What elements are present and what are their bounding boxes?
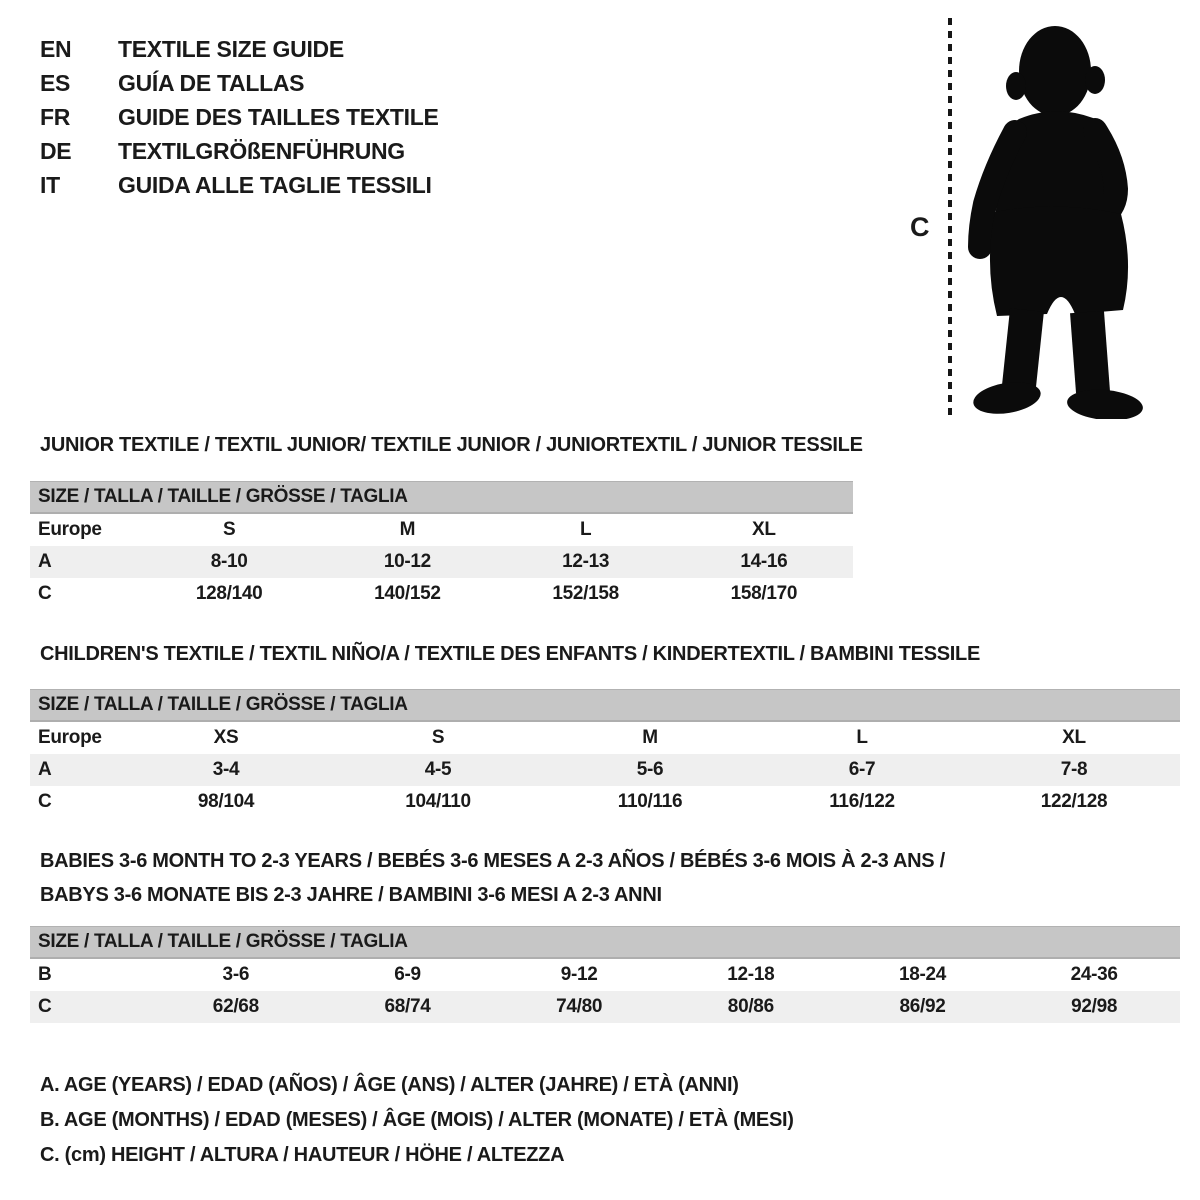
cell-value: XL: [752, 519, 776, 540]
toddler-silhouette-icon: [955, 14, 1150, 419]
cell-value: 122/128: [1040, 791, 1108, 812]
language-code: FR: [40, 103, 71, 130]
cell-value: 110/116: [617, 791, 683, 812]
cell-value: 4-5: [424, 759, 452, 780]
guide-title-en: TEXTILE SIZE GUIDE: [118, 35, 344, 62]
cell-value: L: [579, 519, 592, 540]
table-row: [30, 578, 853, 610]
language-row: [40, 66, 439, 100]
junior-size-table: [30, 481, 853, 610]
height-measure-label: C: [910, 212, 930, 242]
table-row: [30, 514, 853, 546]
row-label: Europe: [38, 727, 102, 748]
cell-value: 68/74: [384, 996, 431, 1017]
language-row: [40, 100, 439, 134]
legend-age-months: B. AGE (MONTHS) / EDAD (MESES) / ÂGE (MOIS) / ALTER (MONATE) / ETÀ (MESI): [40, 1109, 794, 1131]
guide-title-fr: GUIDE DES TAILLES TEXTILE: [118, 103, 439, 130]
table-title-junior: JUNIOR TEXTILE / TEXTIL JUNIOR/ TEXTILE JUNIOR / JUNIORTEXTIL / JUNIOR TESSILE: [40, 434, 863, 456]
cell-value: 24-36: [1070, 964, 1118, 985]
row-label: C: [38, 996, 52, 1017]
cell-value: XS: [213, 727, 239, 748]
language-code: ES: [40, 69, 71, 96]
height-measure-dashed-line: [948, 18, 952, 416]
row-label: B: [38, 964, 52, 985]
cell-value: 7-8: [1060, 759, 1088, 780]
language-title-block: [40, 32, 439, 202]
cell-value: S: [431, 727, 445, 748]
cell-value: 98/104: [197, 791, 255, 812]
cell-value: 12-18: [727, 964, 775, 985]
table-title-babies-line1: BABIES 3-6 MONTH TO 2-3 YEARS / BEBÉS 3-6 MESES A 2-3 AÑOS / BÉBÉS 3-6 MOIS À 2-3 ANS /: [40, 850, 945, 872]
junior-table-body: [30, 514, 853, 610]
table-row: [30, 722, 1180, 754]
cell-value: 5-6: [636, 759, 664, 780]
cell-value: 6-9: [394, 964, 421, 985]
table-row: [30, 786, 1180, 818]
cell-value: 9-12: [560, 964, 598, 985]
cell-value: 140/152: [374, 583, 441, 604]
language-row: [40, 168, 439, 202]
cell-value: 18-24: [898, 964, 947, 985]
table-row: [30, 546, 853, 578]
cell-value: XL: [1062, 727, 1086, 748]
cell-value: 62/68: [212, 996, 259, 1017]
cell-value: 10-12: [383, 551, 431, 572]
table-title-babies-line2: BABYS 3-6 MONATE BIS 2-3 JAHRE / BAMBINI 3-6 MESI A 2-3 ANNI: [40, 884, 662, 906]
babies-size-table: [30, 926, 1180, 1023]
table-row: [30, 991, 1180, 1023]
row-label: Europe: [38, 519, 102, 540]
cell-value: L: [856, 727, 868, 748]
cell-value: 6-7: [848, 759, 876, 780]
cell-value: M: [399, 519, 416, 540]
cell-value: M: [642, 727, 658, 748]
row-label: A: [38, 759, 52, 780]
row-label: C: [38, 791, 52, 812]
guide-title-de: TEXTILGRÖßENFÜHRUNG: [118, 137, 405, 164]
cell-value: 104/110: [405, 791, 471, 812]
size-header-band: SIZE / TALLA / TAILLE / GRÖSSE / TAGLIA: [30, 481, 853, 514]
cell-value: S: [222, 519, 236, 540]
size-header-band: SIZE / TALLA / TAILLE / GRÖSSE / TAGLIA: [30, 926, 1180, 959]
legend-height-cm: C. (cm) HEIGHT / ALTURA / HAUTEUR / HÖHE / ALTEZZA: [40, 1144, 565, 1166]
language-code: EN: [40, 35, 72, 62]
language-row: [40, 134, 439, 168]
cell-value: 92/98: [1071, 996, 1118, 1017]
babies-table-body: [30, 959, 1180, 1023]
cell-value: 14-16: [740, 551, 788, 572]
cell-value: 80/86: [727, 996, 774, 1017]
children-size-table: [30, 689, 1180, 818]
cell-value: 12-13: [562, 551, 610, 572]
cell-value: 86/92: [899, 996, 946, 1017]
cell-value: 3-4: [212, 759, 240, 780]
guide-title-it: GUIDA ALLE TAGLIE TESSILI: [118, 171, 432, 198]
cell-value: 3-6: [222, 964, 250, 985]
cell-value: 152/158: [552, 583, 619, 604]
language-row: [40, 32, 439, 66]
children-table-body: [30, 722, 1180, 818]
legend-age-years: A. AGE (YEARS) / EDAD (AÑOS) / ÂGE (ANS) / ALTER (JAHRE) / ETÀ (ANNI): [40, 1074, 739, 1096]
language-code: DE: [40, 137, 72, 164]
cell-value: 74/80: [556, 996, 603, 1017]
cell-value: 128/140: [195, 583, 263, 604]
row-label: C: [38, 583, 52, 604]
cell-value: 116/122: [829, 791, 895, 812]
cell-value: 8-10: [210, 551, 248, 572]
cell-value: 158/170: [730, 583, 798, 604]
size-header-band: SIZE / TALLA / TAILLE / GRÖSSE / TAGLIA: [30, 689, 1180, 722]
table-row: [30, 754, 1180, 786]
legend-block: [40, 1068, 794, 1173]
row-label: A: [38, 551, 52, 572]
table-title-children: CHILDREN'S TEXTILE / TEXTIL NIÑO/A / TEXTILE DES ENFANTS / KINDERTEXTIL / BAMBINI TESSILE: [40, 643, 980, 665]
language-code: IT: [40, 171, 60, 198]
table-row: [30, 959, 1180, 991]
guide-title-es: GUÍA DE TALLAS: [118, 69, 305, 96]
